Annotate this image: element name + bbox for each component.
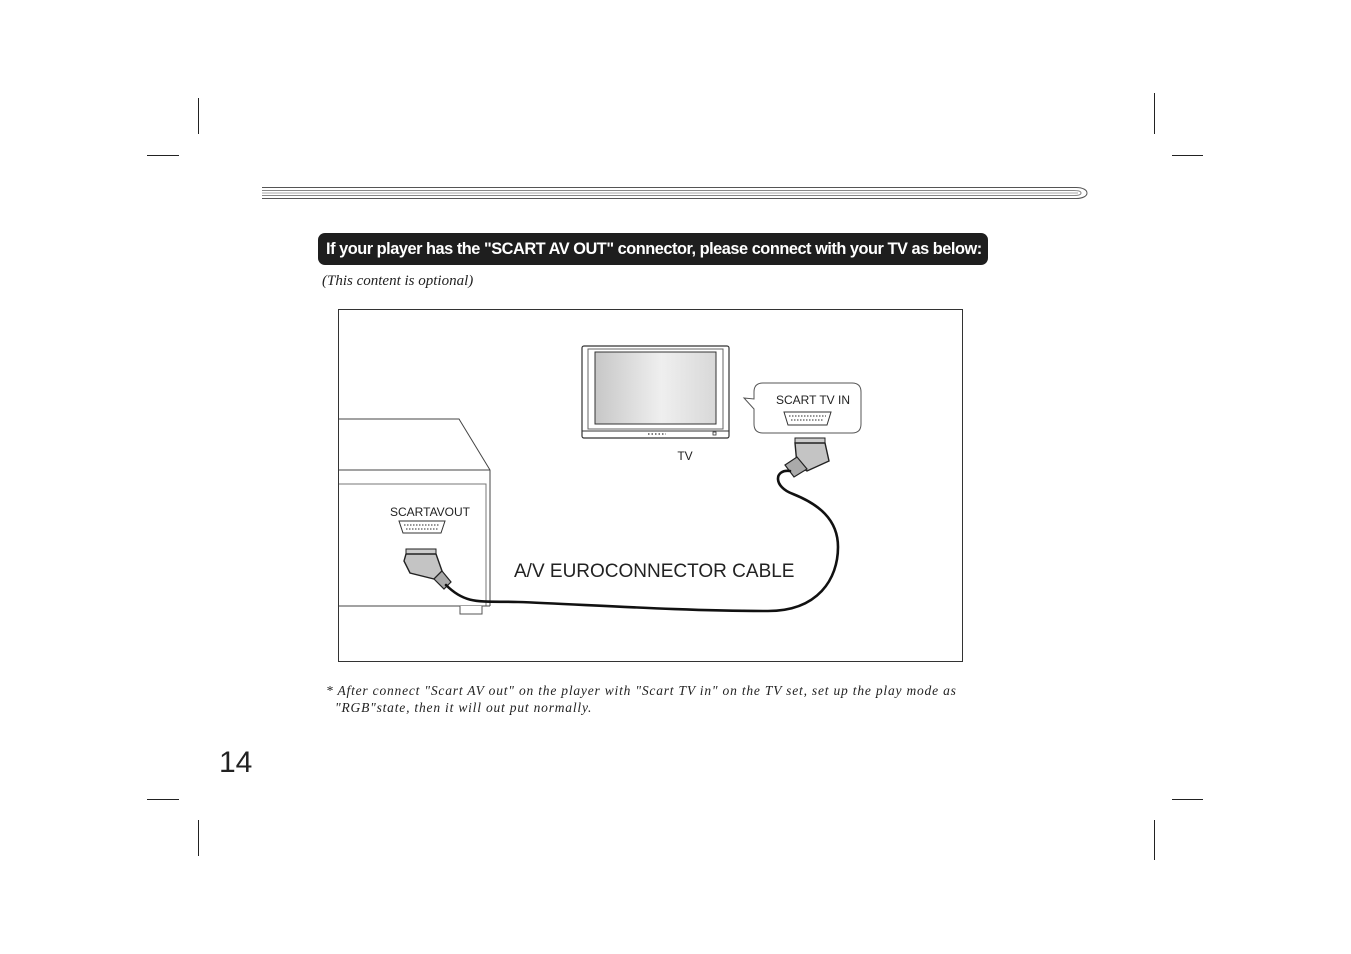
section-title-banner	[318, 233, 988, 265]
optional-note: (This content is optional)	[322, 273, 474, 289]
cable-label: A/V EUROCONNECTOR CABLE	[514, 561, 795, 582]
crop-mark-top-right-h	[1172, 155, 1203, 156]
tv-icon	[582, 346, 729, 438]
crop-mark-top-left-h	[147, 155, 179, 156]
crop-mark-bottom-left-v	[198, 820, 199, 856]
crop-mark-top-left-v	[198, 98, 199, 134]
player-port-label: SCARTAVOUT	[390, 505, 471, 519]
player-scart-port-icon	[399, 521, 445, 533]
connection-diagram	[338, 309, 963, 662]
footnote-line-2: "RGB"state, then it will out put normally.	[335, 700, 593, 715]
crop-mark-bottom-left-h	[147, 799, 179, 800]
crop-mark-bottom-right-v	[1154, 820, 1155, 860]
footnote-line-1: * After connect "Scart AV out" on the player with "Scart TV in" on the TV set, set up the play mode as	[326, 683, 957, 698]
header-rule	[262, 186, 1088, 200]
tv-label: TV	[677, 449, 693, 463]
section-title-text: If your player has the "SCART AV OUT" connector, please connect with your TV as below:	[326, 239, 982, 258]
page-number: 14	[219, 746, 253, 779]
tv-scart-port-icon	[784, 412, 831, 425]
crop-mark-bottom-right-h	[1172, 799, 1203, 800]
footnote	[326, 682, 1026, 716]
crop-mark-top-right-v	[1154, 93, 1155, 134]
tv-port-label: SCART TV IN	[775, 393, 851, 407]
